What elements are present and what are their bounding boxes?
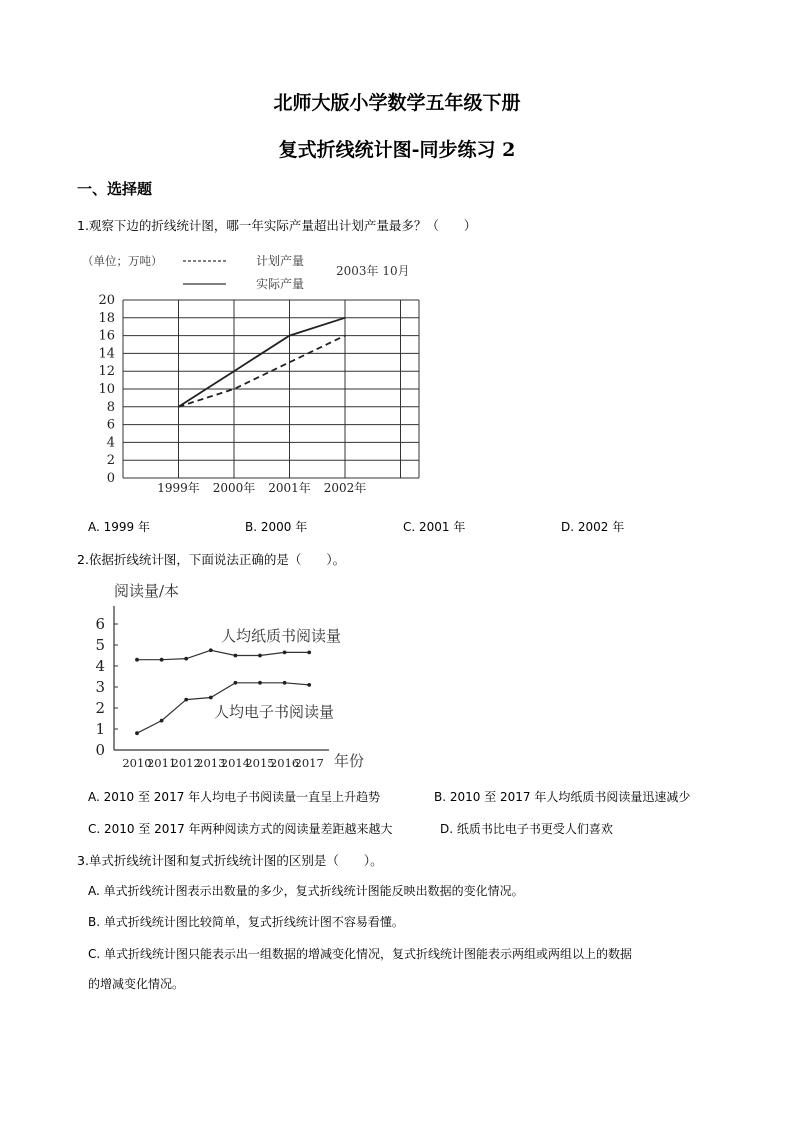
chart2-x-tick-label: 2010	[122, 756, 152, 770]
chart2-y-tick-label: 1	[95, 720, 105, 738]
chart1-series-actual-line	[179, 318, 346, 407]
document-title: 北师大版小学数学五年级下册	[273, 92, 521, 114]
chart-1-production	[76, 245, 426, 505]
chart1-unit-label: （单位；万吨）	[82, 254, 163, 268]
chart2-x-tick-label: 2016	[269, 756, 300, 770]
chart2-ebook-point	[258, 681, 262, 685]
chart2-y-tick-label: 4	[95, 657, 105, 675]
chart1-legend-actual-label: 实际产量	[256, 277, 305, 291]
q1-option-c[interactable]: C. 2001 年	[403, 520, 466, 534]
chart1-x-tick-label: 2002年	[323, 481, 367, 495]
chart2-paper-point	[184, 657, 188, 661]
q3-option-b[interactable]: B. 单式折线统计图比较简单，复式折线统计图不容易看懂。	[88, 915, 404, 929]
chart2-ebook-point	[135, 731, 139, 735]
chart1-legend-planned-label: 计划产量	[256, 254, 305, 268]
chart2-paper-point	[135, 658, 139, 662]
chart1-y-tick-label: 20	[98, 293, 115, 308]
chart2-ylabel: 阅读量/本	[114, 582, 180, 600]
chart1-y-tick-label: 0	[106, 471, 115, 486]
chart2-ebook-point	[283, 681, 287, 685]
chart-2-reading	[84, 578, 384, 776]
chart1-y-tick-label: 8	[106, 399, 115, 415]
chart1-x-tick-label: 1999年	[157, 481, 200, 495]
q1-option-d[interactable]: D. 2002 年	[561, 520, 625, 534]
q3-option-a[interactable]: A. 单式折线统计图表示出数量的多少，复式折线统计图能反映出数据的变化情况。	[88, 884, 524, 898]
chart1-y-tick-label: 16	[98, 328, 115, 344]
chart2-x-tick-label: 2013	[196, 756, 226, 770]
chart2-y-tick-label: 6	[95, 615, 105, 633]
chart1-y-tick-label: 12	[98, 364, 115, 380]
chart2-y-tick-label: 5	[95, 636, 105, 654]
q1-option-a[interactable]: A. 1999 年	[88, 520, 150, 534]
chart2-paper-point	[160, 658, 164, 662]
chart2-paper-point	[234, 654, 238, 658]
question-1-text: 1.观察下边的折线统计图，哪一年实际产量超出计划产量最多？（ ）	[77, 218, 477, 233]
chart2-ebook-point	[160, 719, 164, 723]
q2-option-d[interactable]: D. 纸质书比电子书更受人们喜欢	[440, 822, 613, 836]
chart1-y-tick-label: 4	[106, 435, 115, 451]
chart2-ebook-point	[234, 681, 238, 685]
q2-option-c[interactable]: C. 2010 至 2017 年两种阅读方式的阅读量差距越来越大	[88, 822, 393, 836]
chart2-y-tick-label: 3	[95, 678, 105, 696]
section-heading: 一、选择题	[77, 180, 153, 198]
chart1-x-tick-label: 2001年	[268, 481, 311, 495]
chart2-series-paper-label: 人均纸质书阅读量	[221, 627, 342, 645]
chart2-xlabel: 年份	[334, 752, 365, 770]
q1-option-b[interactable]: B. 2000 年	[245, 520, 308, 534]
chart2-series-ebook-label: 人均电子书阅读量	[214, 703, 335, 721]
chart2-y-tick-label: 2	[95, 699, 105, 717]
chart2-x-tick-label: 2012	[171, 756, 201, 770]
chart2-x-tick-label: 2015	[245, 756, 275, 770]
chart2-ebook-point	[184, 698, 188, 702]
chart2-paper-point	[283, 650, 287, 654]
chart2-x-tick-label: 2017	[294, 756, 324, 770]
document-subtitle: 复式折线统计图-同步练习 2	[278, 139, 516, 161]
q2-option-b[interactable]: B. 2010 至 2017 年人均纸质书阅读量迅速减少	[434, 790, 691, 804]
chart2-x-tick-label: 2011	[146, 756, 177, 770]
chart1-x-tick-label: 2000年	[212, 481, 256, 495]
chart1-y-tick-label: 14	[98, 346, 115, 362]
question-3-text: 3.单式折线统计图和复式折线统计图的区别是（ ）。	[77, 853, 383, 868]
chart1-date-label: 2003年 10月	[336, 264, 410, 278]
chart2-paper-point	[258, 654, 262, 658]
chart2-x-tick-label: 2014	[220, 756, 251, 770]
chart1-y-tick-label: 6	[106, 417, 115, 433]
chart2-ebook-point	[209, 696, 213, 700]
chart2-y-tick-label: 0	[95, 741, 105, 759]
question-2-text: 2.依据折线统计图，下面说法正确的是（ ）。	[77, 552, 346, 567]
chart2-ebook-point	[307, 683, 311, 687]
chart2-paper-point	[209, 648, 213, 652]
chart2-paper-point	[307, 650, 311, 654]
chart1-y-tick-label: 18	[98, 310, 115, 326]
chart1-y-tick-label: 2	[106, 453, 115, 469]
chart1-y-tick-label: 10	[98, 382, 115, 397]
q3-option-c[interactable]: C. 单式折线统计图只能表示出一组数据的增减变化情况，复式折线统计图能表示两组或两组以上的数据	[88, 947, 633, 961]
q2-option-a[interactable]: A. 2010 至 2017 年人均电子书阅读量一直呈上升趋势	[88, 790, 381, 804]
q3-option-c-continued: 的增减变化情况。	[88, 977, 185, 991]
